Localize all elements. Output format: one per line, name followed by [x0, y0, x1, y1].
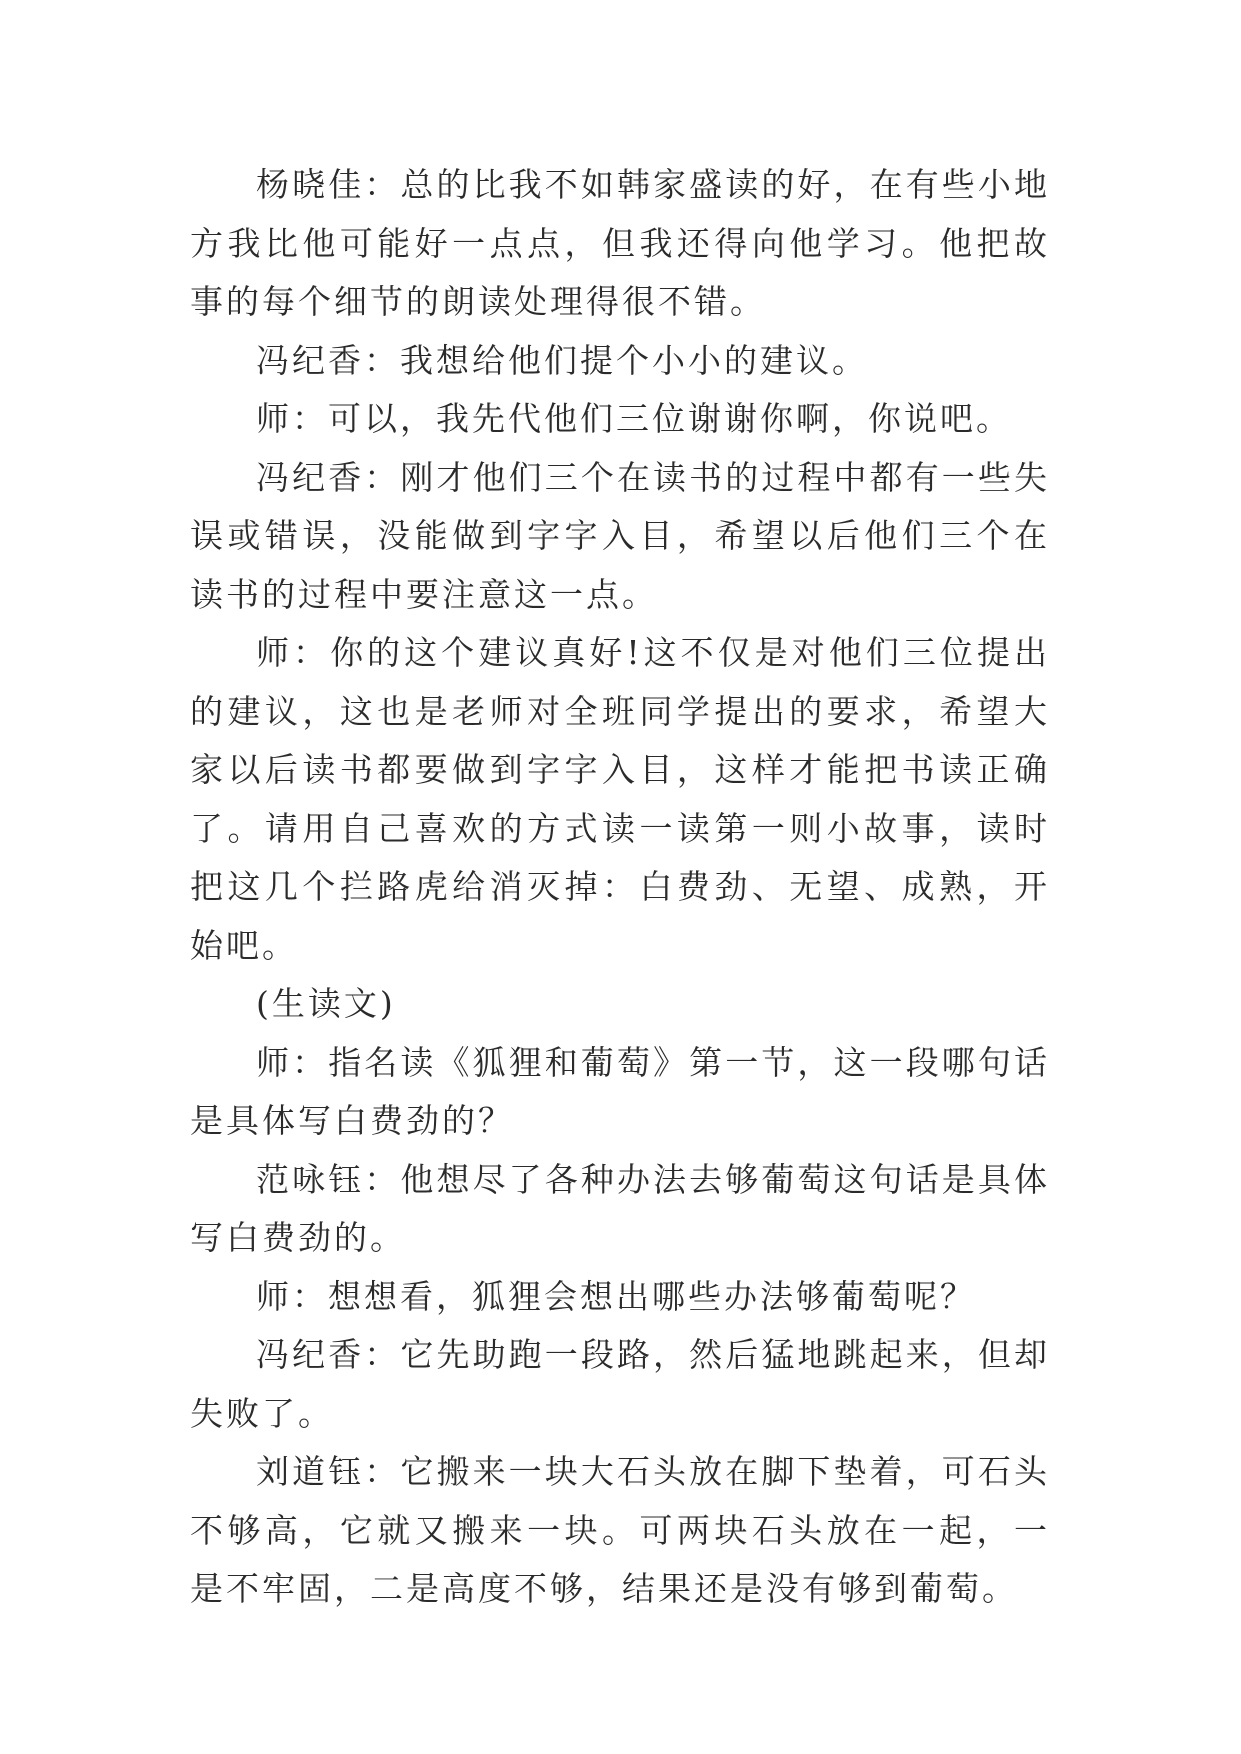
paragraph: 师：指名读《狐狸和葡萄》第一节，这一段哪句话是具体写白费劲的？	[190, 1042, 1050, 1140]
document-body	[190, 156, 1050, 1619]
paragraph: 刘道钰：它搬来一块大石头放在脚下垫着，可石头不够高，它就又搬来一块。可两块石头放在一起，一是不牢固，二是高度不够，结果还是没有够到葡萄。	[190, 1452, 1050, 1608]
paragraph: 范咏钰：他想尽了各种办法去够葡萄这句话是具体写白费劲的。	[190, 1159, 1050, 1257]
paragraph: 师：可以，我先代他们三位谢谢你啊，你说吧。	[256, 399, 1012, 438]
paragraph: 杨晓佳：总的比我不如韩家盛读的好，在有些小地方我比他可能好一点点，但我还得向他学习。他把故事的每个细节的朗读处理得很不错。	[190, 165, 1050, 321]
paragraph: 冯纪香：刚才他们三个在读书的过程中都有一些失误或错误，没能做到字字入目，希望以后他们三个在读书的过程中要注意这一点。	[190, 457, 1050, 614]
paragraph: 冯纪香：我想给他们提个小小的建议。	[256, 340, 868, 380]
stage-direction: (生读文)	[256, 984, 396, 1023]
paragraph: 师：你的这个建议真好!这不仅是对他们三位提出的建议，这也是老师对全班同学提出的要求，希望大家以后读书都要做到字字入目，这样才能把书读正确了。请用自己喜欢的方式读一读第一则小故事，读时把这几个拦路虎给消灭掉：白费劲、无望、成熟，开始吧。	[190, 633, 1050, 965]
paragraph: 冯纪香：它先助跑一段路，然后猛地跳起来，但却失败了。	[190, 1335, 1050, 1433]
paragraph: 师：想想看，狐狸会想出哪些办法够葡萄呢？	[256, 1276, 976, 1316]
